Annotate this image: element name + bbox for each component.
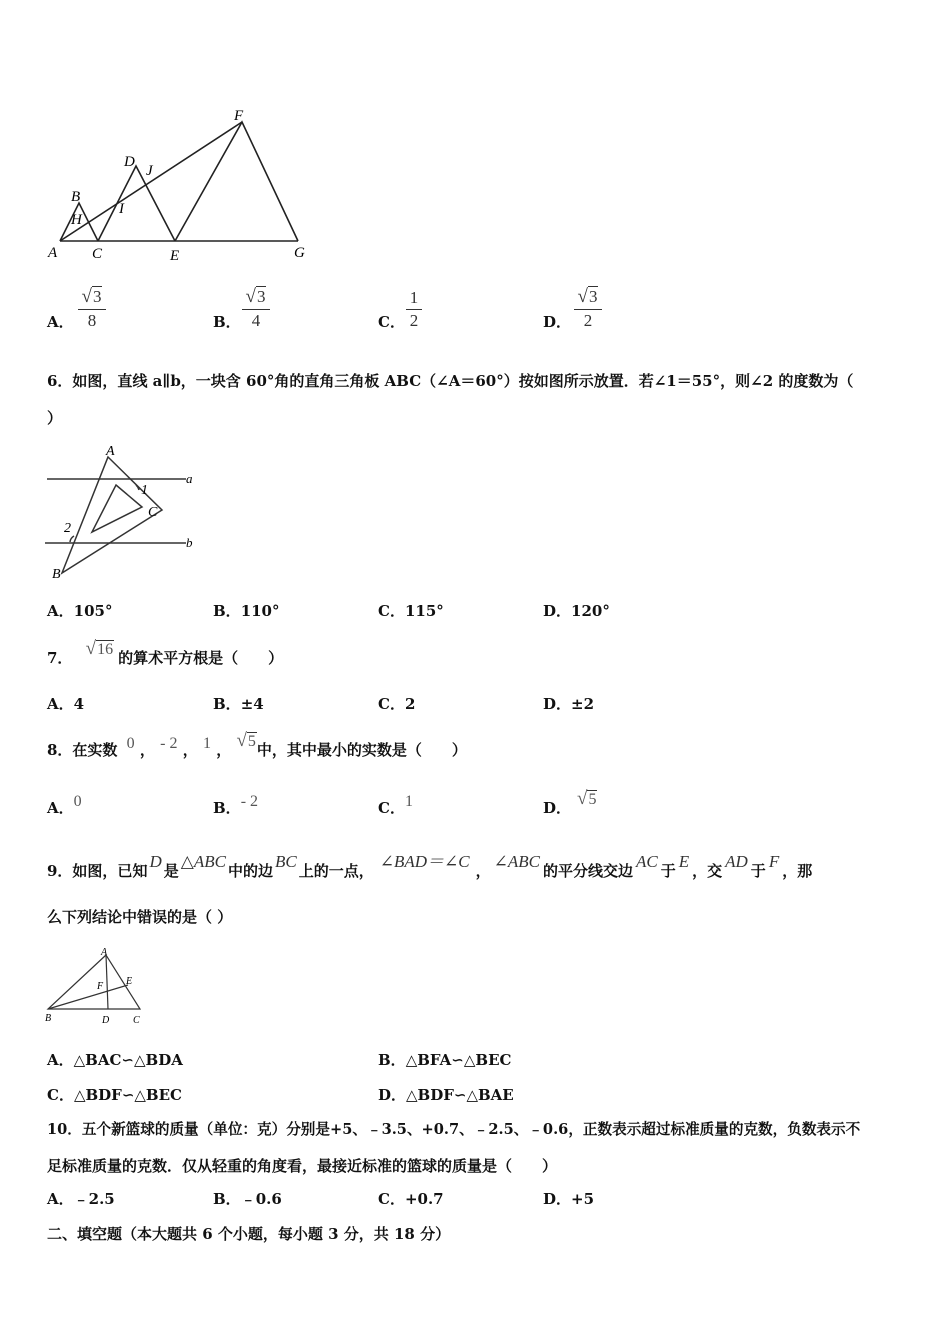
fig5-label-F: F bbox=[234, 108, 244, 124]
q9-option-d: D．△BDF∽△BAE bbox=[378, 1086, 514, 1104]
q8-option-c: C．1 bbox=[378, 793, 413, 817]
fig5-label-J: J bbox=[146, 163, 153, 179]
q8-number-neg2: - 2 bbox=[160, 735, 178, 752]
q7-sqrt: √16 bbox=[85, 638, 114, 659]
fig5-label-I: I bbox=[119, 201, 124, 217]
q6-option-a: A．105° bbox=[47, 602, 113, 620]
fig9-label-E: E bbox=[126, 976, 133, 987]
q8-stem: 8．在实数 0 ， - 2 ， 1 ， √5中，其中最小的实数是（ ） bbox=[47, 730, 467, 759]
fig9-label-F: F bbox=[97, 981, 104, 992]
fig9-label-B: B bbox=[45, 1013, 52, 1024]
q6-option-c: C．115° bbox=[378, 602, 444, 620]
triangle-CDE bbox=[98, 166, 175, 241]
triangle-EFG bbox=[175, 122, 298, 241]
fig5-label-H: H bbox=[71, 212, 82, 228]
segment-AD bbox=[106, 955, 108, 1009]
q9-option-c: C．△BDF∽△BEC bbox=[47, 1086, 182, 1104]
q6-option-d: D．120° bbox=[543, 602, 610, 620]
q5-option-a-fraction: √3 8 bbox=[78, 286, 106, 331]
q5-b-denominator: 4 bbox=[251, 311, 261, 330]
q10-option-a: A．﹣2.5 bbox=[47, 1190, 115, 1208]
q7-option-a: A．4 bbox=[47, 695, 85, 713]
triangle-ABC-outer bbox=[62, 457, 162, 573]
q5-a-numerator: 3 bbox=[92, 287, 102, 306]
q7-option-c: C．2 bbox=[378, 695, 416, 713]
figure-q6-parallel-lines bbox=[40, 440, 210, 590]
q9-stem-line1: 9．如图，已知 D 是 △ABC 中的边 BC 上的一点， ∠BAD＝∠C ， ∠ABC 的平分线交边 AC 于 E ，交 AD 于 F ，那 bbox=[47, 852, 813, 880]
q5-c-denominator: 2 bbox=[409, 311, 419, 330]
q6-stem-line1: 6．如图，直线 a∥b，一块含 60°角的直角三角板 ABC（∠A＝60°）按如图所示放置．若∠1＝55°，则∠2 的度数为（ bbox=[47, 372, 854, 390]
q10-stem-line2: 足标准质量的克数．仅从轻重的角度看，最接近标准的篮球的质量是（ ） bbox=[47, 1157, 558, 1175]
fig6-label-B: B bbox=[52, 567, 61, 582]
q10-option-d: D．+5 bbox=[543, 1190, 595, 1208]
triangle-ABC-inner bbox=[92, 485, 142, 532]
q5-option-a-letter: A． bbox=[47, 313, 74, 331]
q8-sqrt5: √5 bbox=[236, 730, 256, 751]
figure-q9-triangle bbox=[40, 945, 152, 1030]
angle-2-arc bbox=[70, 536, 74, 542]
q5-a-denominator: 8 bbox=[87, 311, 97, 330]
q9-option-a: A．△BAC∽△BDA bbox=[47, 1051, 183, 1069]
q5-d-numerator: 3 bbox=[588, 287, 598, 306]
q5-c-numerator: 1 bbox=[409, 288, 419, 307]
fig6-label-A: A bbox=[106, 444, 115, 459]
q10-stem-line1: 10．五个新篮球的质量（单位：克）分别是+5、﹣3.5、+0.7、﹣2.5、﹣0.6，正数表示超过标准质量的克数，负数表示不 bbox=[47, 1121, 861, 1138]
fig5-label-C: C bbox=[92, 246, 103, 262]
q7-option-b: B．±4 bbox=[213, 695, 264, 713]
q8-number-0: 0 bbox=[126, 735, 135, 752]
fig9-label-A: A bbox=[101, 947, 108, 958]
fig9-label-C: C bbox=[133, 1015, 140, 1026]
fig5-label-B: B bbox=[71, 189, 81, 205]
q8-option-a: A．0 bbox=[47, 793, 82, 817]
q5-option-d-fraction: √3 2 bbox=[574, 286, 602, 331]
q10-option-c: C．+0.7 bbox=[378, 1190, 444, 1208]
q5-b-numerator: 3 bbox=[256, 287, 266, 306]
q5-option-c-letter: C． bbox=[378, 313, 405, 331]
q5-option-c-fraction bbox=[406, 288, 422, 331]
fig6-label-b: b bbox=[186, 535, 193, 550]
q5-option-b-fraction: √3 4 bbox=[242, 286, 270, 331]
q5-option-b-letter: B． bbox=[213, 313, 241, 331]
angle-1-arc bbox=[136, 485, 139, 490]
line-AF bbox=[60, 122, 242, 241]
q8-number-1: 1 bbox=[202, 735, 211, 752]
q8-option-d: D． √5 bbox=[543, 788, 597, 817]
q5-option-d-letter: D． bbox=[543, 313, 572, 331]
fig5-label-E: E bbox=[170, 248, 180, 264]
figure-q5-triangles bbox=[40, 100, 320, 270]
q9-stem-line2: 么下列结论中错误的是（ ） bbox=[47, 908, 233, 926]
q7-option-d: D．±2 bbox=[543, 695, 595, 713]
fig6-label-2: 2 bbox=[64, 521, 71, 536]
fig6-label-C: C bbox=[148, 505, 158, 520]
q5-d-denominator: 2 bbox=[583, 311, 593, 330]
q7-stem: 7． √16 的算术平方根是（ ） bbox=[47, 638, 284, 667]
fig6-label-a: a bbox=[186, 471, 193, 486]
q8-option-b: B．- 2 bbox=[213, 793, 259, 817]
section-2-title: 二、填空题（本大题共 6 个小题，每小题 3 分，共 18 分） bbox=[47, 1225, 451, 1243]
q9-option-b: B．△BFA∽△BEC bbox=[378, 1051, 512, 1069]
segment-BE bbox=[48, 985, 128, 1009]
q6-option-b: B．110° bbox=[213, 602, 280, 620]
q10-option-b: B．﹣0.6 bbox=[213, 1190, 282, 1208]
fig5-label-A: A bbox=[48, 245, 58, 261]
fig9-label-D: D bbox=[102, 1015, 110, 1026]
fig5-label-G: G bbox=[294, 245, 305, 261]
fig5-label-D: D bbox=[124, 154, 135, 170]
fig6-label-1: 1 bbox=[141, 483, 148, 498]
q6-stem-line2: ） bbox=[47, 409, 63, 427]
